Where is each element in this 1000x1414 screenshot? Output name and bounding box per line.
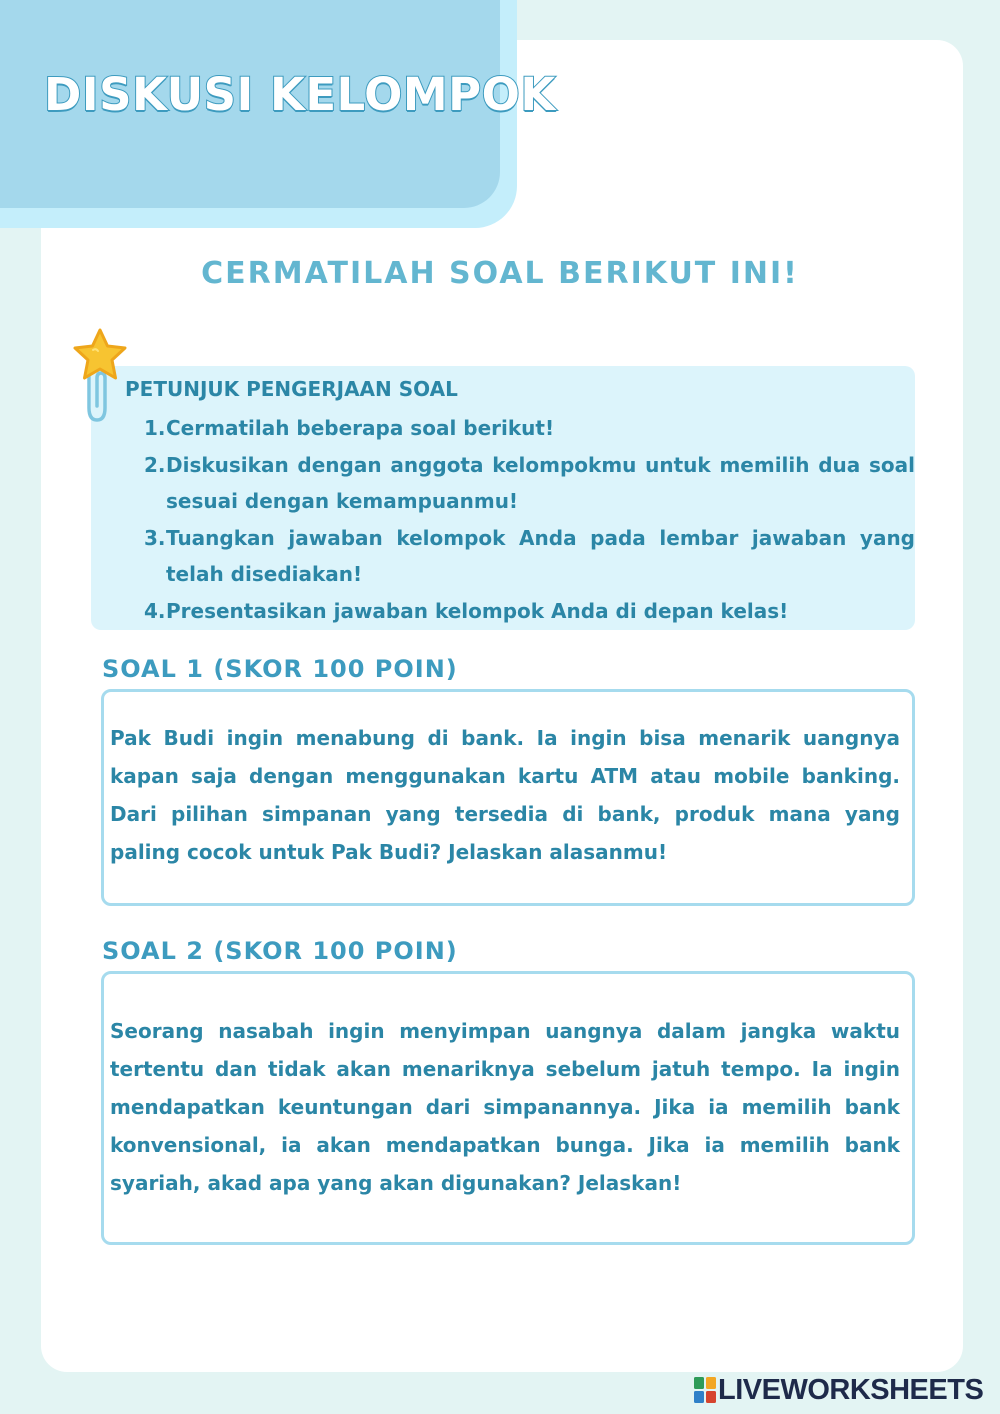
question-1-title: SOAL 1 (SKOR 100 POIN) xyxy=(102,655,458,683)
question-1-text: Pak Budi ingin menabung di bank. Ia ingin bisa menarik uangnya kapan saja dengan menggunakan kartu ATM atau mobile banking. Dari pilihan simpanan yang tersedia di bank, produk mana yang paling cocok untuk Pak Budi? Jelaskan alasanmu! xyxy=(110,726,900,864)
instruction-text: Diskusikan dengan anggota kelompokmu untuk memilih dua soal sesuai dengan kemampuanmu! xyxy=(166,452,915,513)
instruction-item xyxy=(140,593,915,630)
subtitle: CERMATILAH SOAL BERIKUT INI! xyxy=(201,256,799,291)
instruction-text: Cermatilah beberapa soal berikut! xyxy=(166,416,555,440)
question-2-box xyxy=(101,971,915,1245)
instruction-text: Tuangkan jawaban kelompok Anda pada lembar jawaban yang telah disediakan! xyxy=(166,525,915,586)
instruction-number: 4. xyxy=(144,598,166,623)
liveworksheets-brand: LIVEWORKSHEETS xyxy=(718,1374,984,1406)
instruction-item xyxy=(140,447,915,520)
instructions-title: PETUNJUK PENGERJAAN SOAL xyxy=(125,377,458,401)
instruction-number: 2. xyxy=(144,452,166,477)
instruction-item xyxy=(140,410,915,447)
instructions-list xyxy=(140,410,915,629)
question-1-box xyxy=(101,689,915,906)
page-title: DISKUSI KELOMPOK xyxy=(44,68,556,121)
instruction-item xyxy=(140,520,915,593)
liveworksheets-logo-icon xyxy=(694,1377,716,1403)
star-icon xyxy=(70,327,130,383)
instruction-text: Presentasikan jawaban kelompok Anda di depan kelas! xyxy=(166,598,789,623)
instruction-number: 1. xyxy=(144,416,166,440)
liveworksheets-logo[interactable] xyxy=(694,1374,994,1406)
instruction-number: 3. xyxy=(144,525,166,550)
question-2-text: Seorang nasabah ingin menyimpan uangnya dalam jangka waktu tertentu dan tidak akan menariknya sebelum jatuh tempo. Ia ingin mendapatkan keuntungan dari simpanannya. Jika ia memilih bank konvensional, ia akan mendapatkan bunga. Jika ia memilih bank syariah, akad apa yang akan digunakan? Jelaskan! xyxy=(110,1019,900,1195)
question-2-title: SOAL 2 (SKOR 100 POIN) xyxy=(102,937,458,965)
